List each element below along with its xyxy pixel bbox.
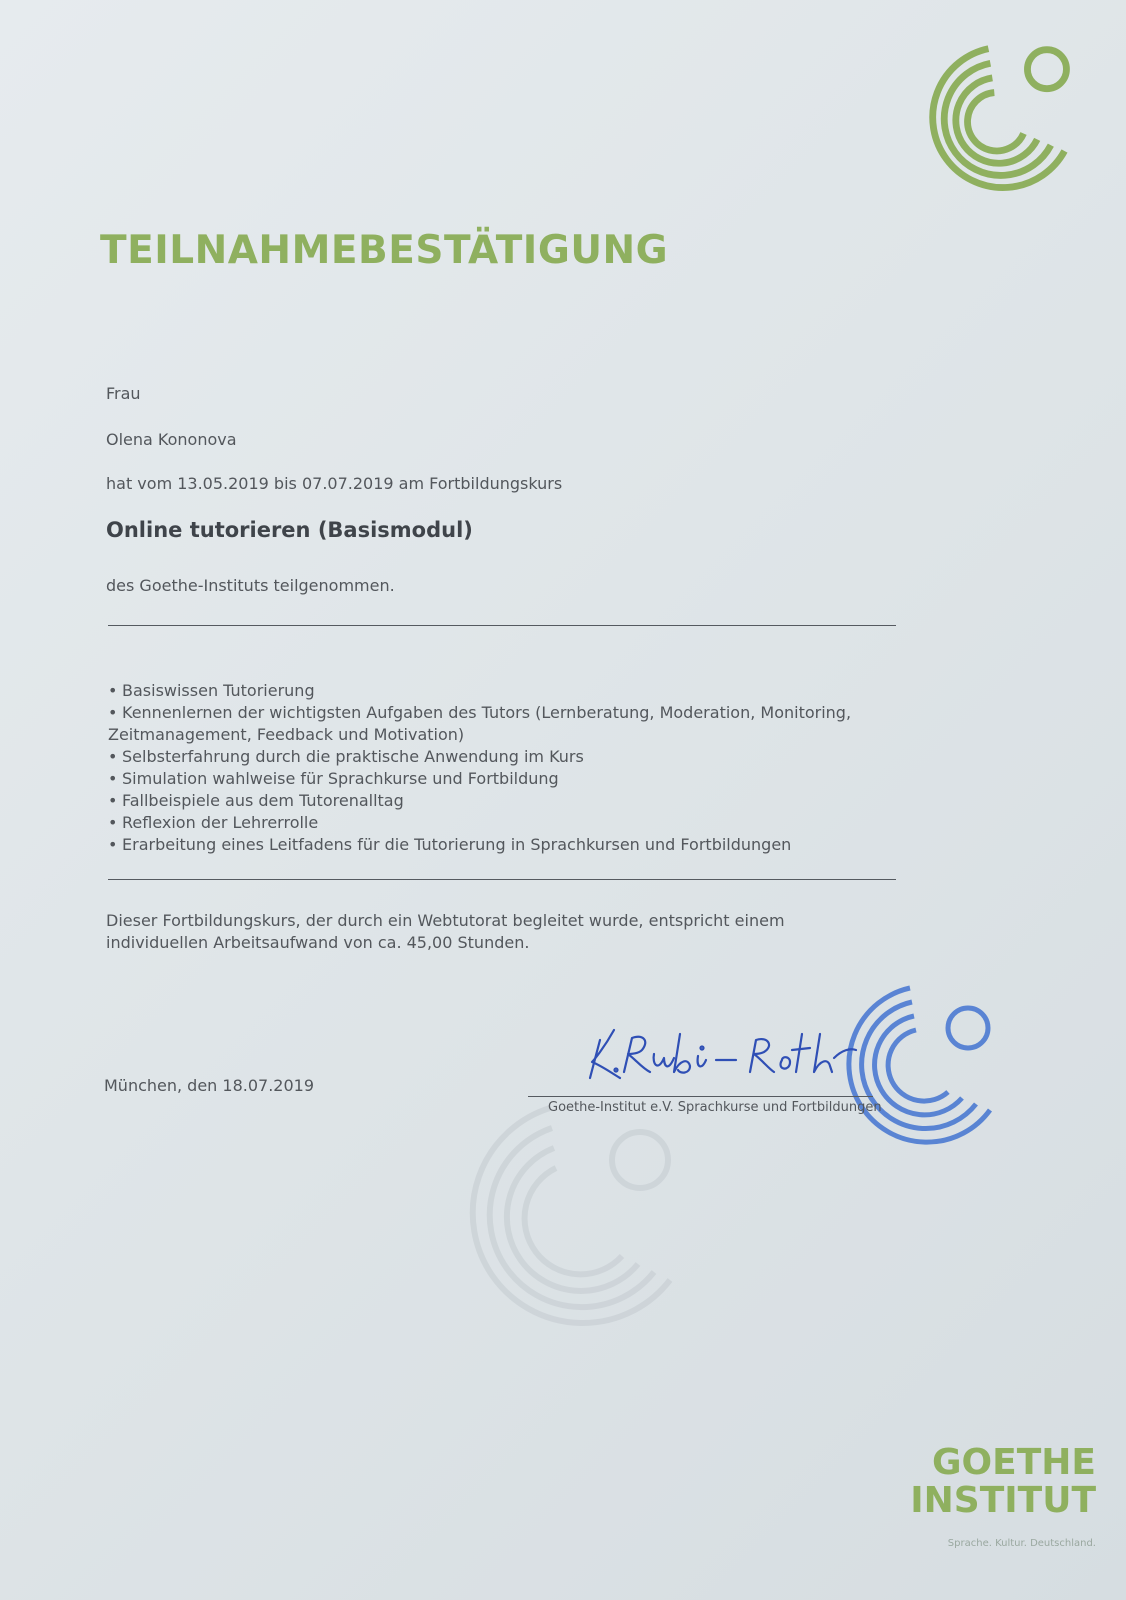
signature-caption: Goethe-Institut e.V. Sprachkurse und Fortbildungen bbox=[548, 1100, 882, 1115]
goethe-logo-icon bbox=[928, 36, 1084, 192]
goethe-watermark-icon bbox=[440, 1080, 710, 1350]
certificate-title: TEILNAHMEBESTÄTIGUNG bbox=[100, 228, 669, 273]
list-item: • Kennenlernen der wichtigsten Aufgaben des Tutors (Lernberatung, Moderation, Monitoring, bbox=[108, 702, 888, 724]
salutation: Frau bbox=[106, 384, 141, 403]
divider-top bbox=[108, 625, 896, 626]
course-content-list bbox=[108, 680, 888, 856]
institute-text: des Goethe-Instituts teilgenommen. bbox=[106, 576, 395, 595]
brand-line-2: INSTITUT bbox=[910, 1480, 1096, 1521]
list-item: • Fallbeispiele aus dem Tutorenalltag bbox=[108, 790, 888, 812]
signature-icon bbox=[580, 1020, 880, 1090]
list-item: • Basiswissen Tutorierung bbox=[108, 680, 888, 702]
brand-line-1: GOETHE bbox=[931, 1442, 1096, 1483]
brand-tagline: Sprache. Kultur. Deutschland. bbox=[947, 1538, 1096, 1549]
divider-bottom bbox=[108, 879, 896, 880]
course-title: Online tutorieren (Basismodul) bbox=[106, 518, 473, 542]
list-item: • Selbsterfahrung durch die praktische Anwendung im Kurs bbox=[108, 746, 888, 768]
brand-wordmark bbox=[910, 1444, 1096, 1520]
list-item: • Reflexion der Lehrerrolle bbox=[108, 812, 888, 834]
workload-line-2: individuellen Arbeitsaufwand von ca. 45,00 Stunden. bbox=[106, 933, 530, 952]
course-period: hat vom 13.05.2019 bis 07.07.2019 am Fortbildungskurs bbox=[106, 474, 563, 493]
list-item: • Simulation wahlweise für Sprachkurse und Fortbildung bbox=[108, 768, 888, 790]
list-item-continuation: Zeitmanagement, Feedback und Motivation) bbox=[108, 725, 465, 744]
workload-line-1: Dieser Fortbildungskurs, der durch ein Webtutorat begleitet wurde, entspricht einem bbox=[106, 911, 785, 930]
signature-line bbox=[528, 1096, 873, 1097]
workload-statement bbox=[106, 910, 886, 954]
participant-name: Olena Kononova bbox=[106, 430, 237, 449]
place-date: München, den 18.07.2019 bbox=[104, 1076, 315, 1095]
list-item: • Erarbeitung eines Leitfadens für die Tutorierung in Sprachkursen und Fortbildungen bbox=[108, 834, 888, 856]
